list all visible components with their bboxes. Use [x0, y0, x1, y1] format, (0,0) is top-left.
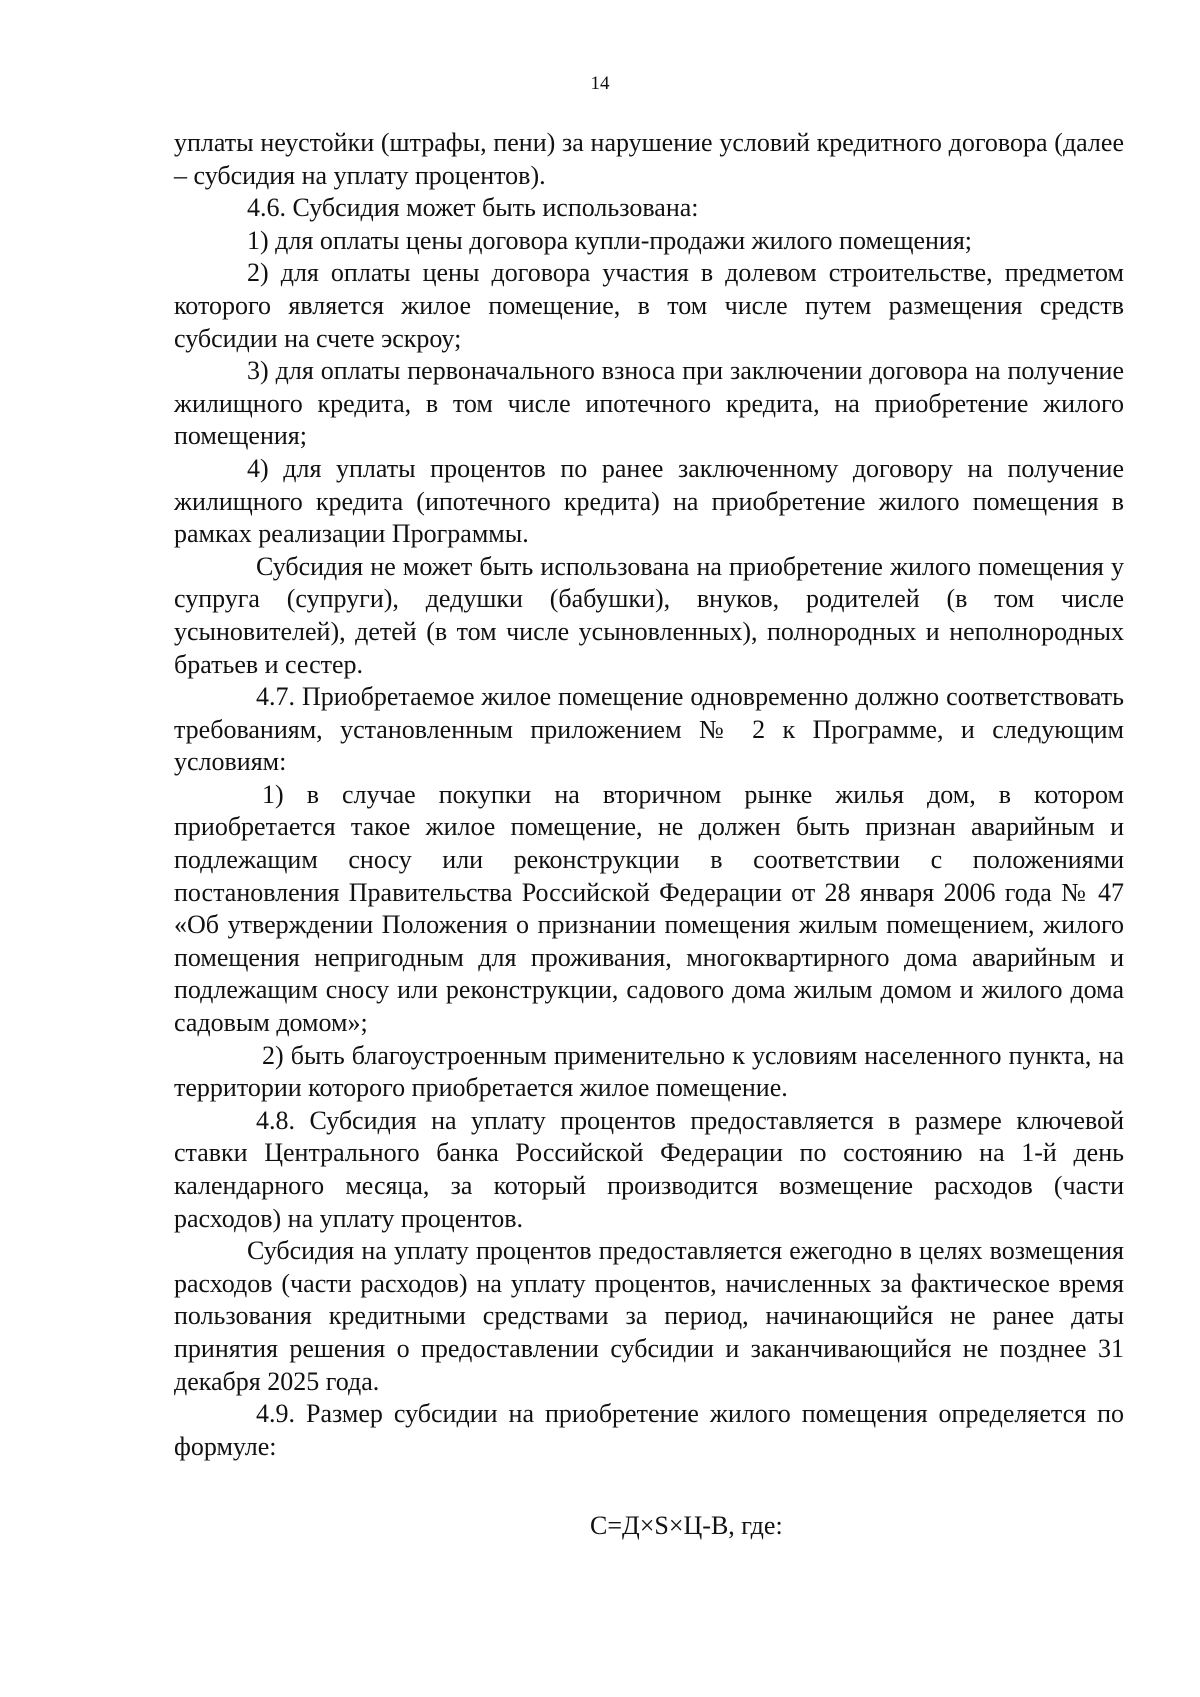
- list-item-4-6-4: 4) для уплаты процентов по ранее заключенному договору на получение жилищного кредита (ипотечного кредита) на приобретение жилого помещения в рамках реализации Программы.: [174, 453, 1124, 549]
- list-item-4-6-1: 1) для оплаты цены договора купли-продажи жилого помещения;: [247, 225, 973, 255]
- list-item-4-6-3: 3) для оплаты первоначального взноса при заключении договора на получение жилищного кредита, в том числе ипотечного кредита, на приобретение жилого помещения;: [174, 356, 1124, 451]
- document-body: [174, 127, 1124, 1463]
- page-number: 14: [590, 73, 610, 94]
- list-item-4-6-2: 2) для оплаты цены договора участия в долевом строительстве, предметом которого является жилое помещение, в том числе путем размещения средств субсидии на счете эскроу;: [174, 258, 1124, 353]
- paragraph-4-8: 4.8. Субсидия на уплату процентов предоставляется в размере ключевой ставки Центрального банка Российской Федерации по состоянию на 1-й день календарного месяца, за который производится возмещение расходов (части расходов) на уплату процентов.: [174, 1105, 1124, 1233]
- paragraph-4-9: 4.9. Размер субсидии на приобретение жилого помещения определяется по формуле:: [174, 1399, 1124, 1461]
- paragraph-4-6-heading: 4.6. Субсидия может быть использована:: [247, 193, 699, 223]
- paragraph-subsidy-restriction: Субсидия не может быть использована на приобретение жилого помещения у супруга (супруги), дедушки (бабушки), внуков, родителей (в том числе усыновителей), детей (в том числе усыновленных), полнородных и неполнородных братьев и сестер.: [174, 551, 1124, 679]
- paragraph-4-7: 4.7. Приобретаемое жилое помещение одновременно должно соответствовать требованиям, установленным приложением № 2 к Программе, и следующим условиям:: [174, 682, 1124, 777]
- list-item-4-7-2: 2) быть благоустроенным применительно к условиям населенного пункта, на территории которого приобретается жилое помещение.: [174, 1040, 1124, 1103]
- subsidy-formula: С=Д×S×Ц-В, где:: [590, 1511, 783, 1540]
- paragraph-interest-subsidy-annual: Субсидия на уплату процентов предоставляется ежегодно в целях возмещения расходов (части расходов) на уплату процентов, начисленных за фактическое время пользования кредитными средствами за период, начинающийся не ранее даты принятия решения о предоставлении субсидии и заканчивающийся не позднее 31 декабря 2025 года.: [174, 1236, 1124, 1396]
- paragraph-subsidy-interest-continuation: уплаты неустойки (штрафы, пени) за нарушение условий кредитного договора (далее – субсидия на уплату процентов).: [174, 128, 1124, 190]
- list-item-4-7-1: 1) в случае покупки на вторичном рынке жилья дом, в котором приобретается такое жилое помещение, не должен быть признан аварийным и подлежащим сносу или реконструкции в соответствии с положениями постановления Правительства Российской Федерации от 28 января 2006 года № 47 «Об утверждении Положения о признании помещения жилым помещением, жилого помещения непригодным для проживания, многоквартирного дома аварийным и подлежащим сносу или реконструкции, садового дома жилым домом и жилого дома садовым домом»;: [174, 779, 1124, 1038]
